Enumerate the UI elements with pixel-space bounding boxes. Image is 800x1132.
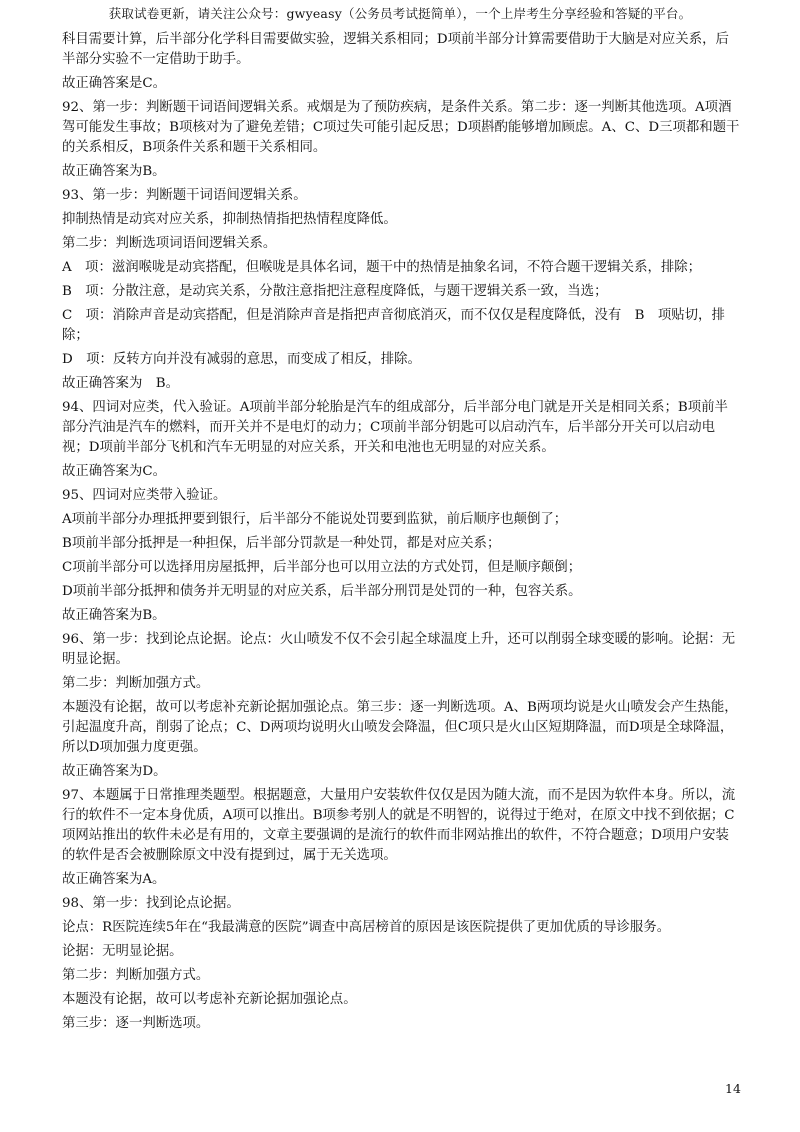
paragraph: 98、第一步：找到论点论据。 (62, 896, 240, 911)
page-number: 14 (725, 1081, 741, 1096)
paragraph: 第二步：判断选项词语间逻辑关系。 (62, 236, 277, 251)
paragraph: 论据：无明显论据。 (62, 944, 183, 959)
option-analysis: D项前半部分抵押和债务并无明显的对应关系，后半部分刑罚是处罚的一种，包容关系。 (62, 584, 582, 599)
paragraph: 科目需要计算，后半部分化学科目需要做实验，逻辑关系相同；D项前半部分计算需要借助于大脑是对应关系，后半部分实验不一定借助于助手。 (62, 32, 729, 67)
document-body (62, 30, 740, 1038)
paragraph: 94、四词对应类，代入验证。A项前半部分轮胎是汽车的组成部分，后半部分电门就是开关是相同关系；B项前半部分汽油是汽车的燃料，而开关并不是电灯的动力；C项前半部分钥匙可以启动汽车，后半部分开关可以启动电视；D项前半部分飞机和汽车无明显的对应关系，开关和电池也无明显的对应关系。 (62, 400, 728, 455)
answer-line: 故正确答案为D。 (62, 764, 167, 779)
page-header: 获取试卷更新，请关注公众号：gwyeasy（公务员考试挺简单），一个上岸考生分享经验和答疑的平台。 (108, 6, 692, 21)
paragraph: 本题没有论据，故可以考虑补充新论据加强论点。 (62, 992, 357, 1007)
option-analysis: C 项：消除声音是动宾搭配，但是消除声音是指把声音彻底消灭，而不仅仅是程度降低，没有 B 项贴切，排除； (62, 308, 725, 343)
answer-line: 故正确答案为A。 (62, 872, 166, 887)
option-analysis: A项前半部分办理抵押要到银行，后半部分不能说处罚要到监狱，前后顺序也颠倒了； (62, 512, 568, 527)
answer-line: 故正确答案为 B。 (62, 376, 179, 391)
paragraph: 96、第一步：找到论点论据。论点：火山喷发不仅不会引起全球温度上升，还可以削弱全球变暖的影响。论据：无明显论据。 (62, 632, 736, 667)
option-analysis: C项前半部分可以选择用房屋抵押，后半部分也可以用立法的方式处罚，但是顺序颠倒； (62, 560, 582, 575)
answer-line: 故正确答案为B。 (62, 164, 166, 179)
paragraph: 95、四词对应类带入验证。 (62, 488, 227, 503)
option-analysis: B 项：分散注意，是动宾关系，分散注意指把注意程度降低，与题干逻辑关系一致，当选； (62, 284, 608, 299)
paragraph: 第三步：逐一判断选项。 (62, 1016, 210, 1031)
paragraph: 97、本题属于日常推理类题型。根据题意，大量用户安装软件仅仅是因为随大流，而不是因为软件本身。所以，流行的软件不一定本身优质，A项可以推出。B项参考别人的就是不明智的，说得过于绝对，在原文中找不到依据；C项网站推出的软件未必是有用的，文章主要强调的是流行的软件而非网站推出的软件，不符合题意；D项用户安装的软件是否会被删除原文中没有提到过，属于无关选项。 (62, 788, 736, 863)
paragraph: 93、第一步：判断题干词语间逻辑关系。 (62, 188, 307, 203)
option-analysis: D 项：反转方向并没有减弱的意思，而变成了相反，排除。 (62, 352, 421, 367)
paragraph: 本题没有论据，故可以考虑补充新论据加强论点。第三步：逐一判断选项。A、B两项均说是火山喷发会产生热能，引起温度升高，削弱了论点；C、D两项均说明火山喷发会降温，但C项只是火山区短期降温，而D项是全球降温，所以D项加强力度更强。 (62, 700, 738, 755)
answer-line: 故正确答案为C。 (62, 464, 166, 479)
paragraph: 论点：R医院连续5年在“我最满意的医院”调查中高居榜首的原因是该医院提供了更加优质的导诊服务。 (62, 920, 671, 935)
paragraph: 92、第一步：判断题干词语间逻辑关系。戒烟是为了预防疾病，是条件关系。第二步：逐一判断其他选项。A项酒驾可能发生事故；B项核对为了避免差错；C项过失可能引起反思；D项斟酌能够增加顾虑。A、C、D三项都和题干的关系相反，B项条件关系和题干关系相同。 (62, 100, 740, 155)
answer-line: 故正确答案是C。 (62, 76, 166, 91)
paragraph: 抑制热情是动宾对应关系，抑制热情指把热情程度降低。 (62, 212, 397, 227)
option-analysis: B项前半部分抵押是一种担保，后半部分罚款是一种处罚，都是对应关系； (62, 536, 501, 551)
answer-line: 故正确答案为B。 (62, 608, 166, 623)
paragraph: 第二步：判断加强方式。 (62, 968, 210, 983)
paragraph: 第二步：判断加强方式。 (62, 676, 210, 691)
option-analysis: A 项：滋润喉咙是动宾搭配，但喉咙是具体名词，题干中的热情是抽象名词，不符合题干逻辑关系，排除； (62, 260, 702, 275)
